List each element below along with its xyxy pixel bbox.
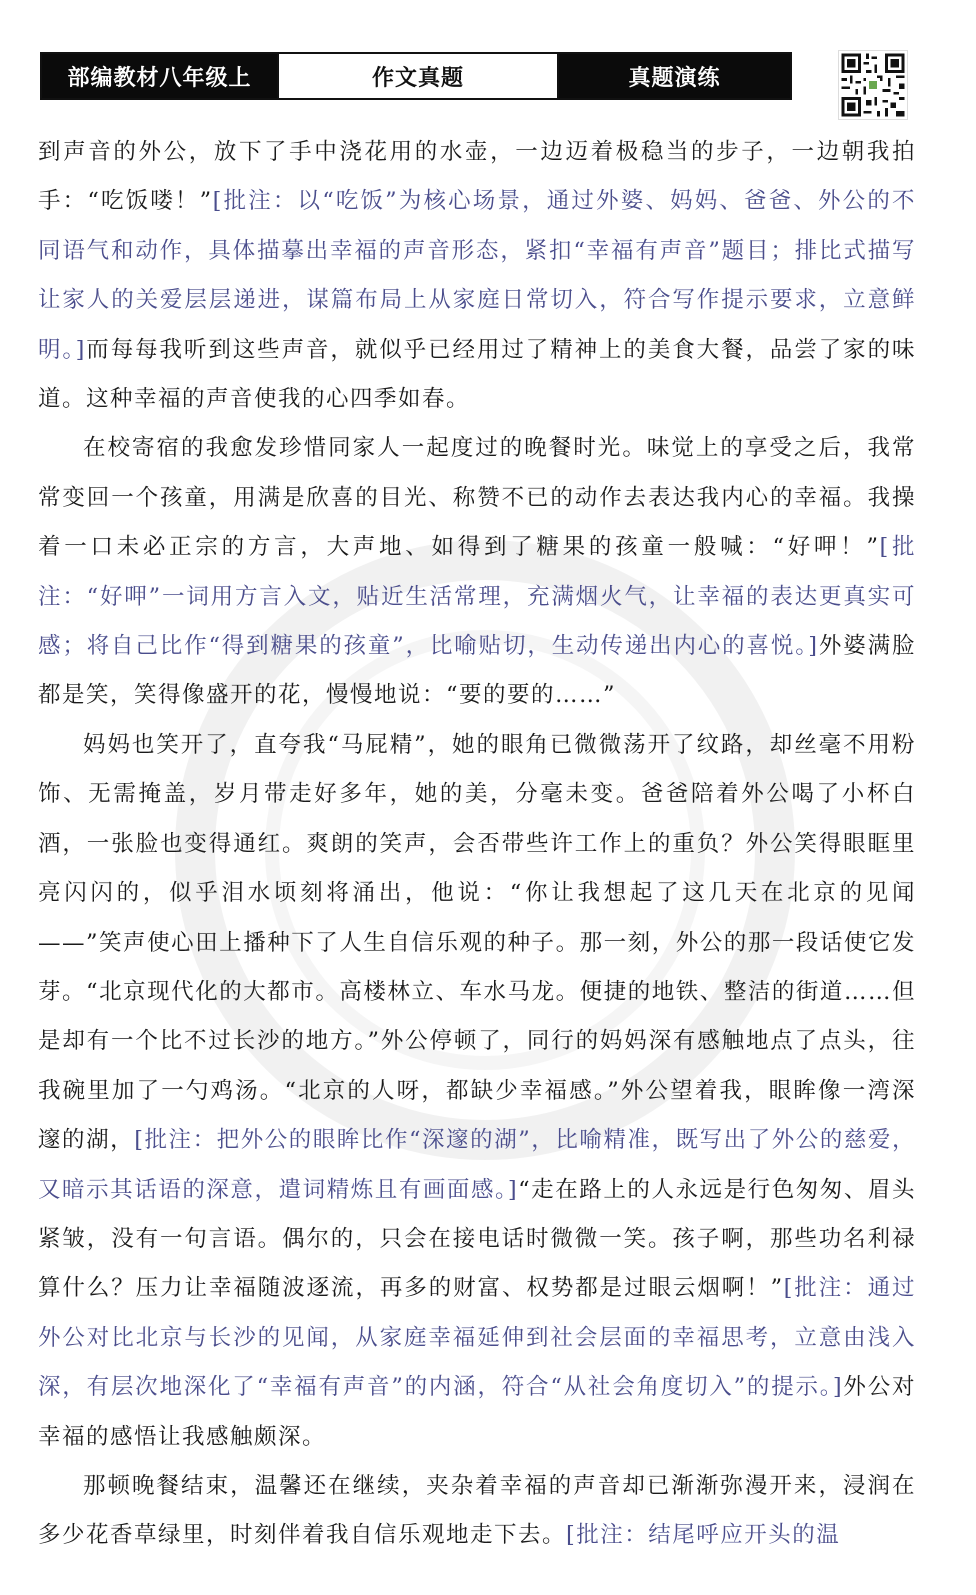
header-textbook-label: 部编教材八年级上 bbox=[42, 54, 277, 98]
annotation-note: [批注：“好呷”一词用方言入文，贴近生活常理，充满烟火气，让幸福的表达更真实可感；将自己比作“得到糖果的孩童”，比喻贴切，生动传递出内心的喜悦。] bbox=[38, 534, 916, 660]
essay-text: 到声音的外公，放下了手中浇花用的水壶，一边迈着极稳当的步子，一边朝我拍手：“吃饭喽！” bbox=[38, 139, 916, 215]
annotation-note: [批注：以“吃饭”为核心场景，通过外婆、妈妈、爸爸、外公的不同语气和动作，具体描摹出幸福的声音形态，紧扣“幸福有声音”题目；排比式描写让家人的关爱层层递进，谋篇布局上从家庭日常切入，符合写作提示要求，立意鲜明。] bbox=[38, 188, 916, 363]
header-title: 作文真题 bbox=[277, 54, 559, 98]
header-bar bbox=[40, 52, 792, 100]
essay-text: 那顿晚餐结束，温馨还在继续，夹杂着幸福的声音却已渐渐弥漫开来，浸润在多少花香草绿里，时刻伴着我自信乐观地走下去。 bbox=[38, 1472, 916, 1549]
essay-body bbox=[38, 128, 916, 1561]
essay-text: 妈妈也笑开了，直夸我“马屁精”，她的眼角已微微荡开了纹路，却丝毫不用粉饰、无需掩盖，岁月带走好多年，她的美，分毫未变。爸爸陪着外公喝了小杯白酒，一张脸也变得通红。爽朗的笑声，会否带些许工作上的重负？外公笑得眼眶里亮闪闪的，似乎泪水顷刻将涌出，他说：“你让我想起了这几天在北京的见闻——”笑声使心田上播种下了人生自信乐观的种子。那一刻，外公的那一段话使它发芽。“北京现代化的大都市。高楼林立、车水马龙。便捷的地铁、整洁的街道……但是却有一个比不过长沙的地方。”外公停顿了，同行的妈妈深有感触地点了点头，往我碗里加了一勺鸡汤。“北京的人呀，都缺少幸福感。”外公望着我，眼眸像一湾深邃的湖， bbox=[38, 731, 916, 1154]
essay-paragraph bbox=[38, 1462, 916, 1561]
essay-text: 而每每我听到这些声音，就似乎已经用过了精神上的美食大餐，品尝了家的味道。这种幸福的声音使我的心四季如春。 bbox=[38, 336, 916, 413]
essay-text: 在校寄宿的我愈发珍惜同家人一起度过的晚餐时光。味觉上的享受之后，我常常变回一个孩童，用满是欣喜的目光、称赞不已的动作去表达我内心的幸福。我操着一口未必正宗的方言，大声地、如得到了糖果的孩童一般喊：“好呷！” bbox=[38, 435, 916, 561]
essay-paragraph bbox=[38, 128, 916, 424]
essay-text: “走在路上的人永远是行色匆匆、眉头紧皱，没有一句言语。偶尔的，只会在接电话时微微一笑。孩子啊，那些功名利禄算什么？压力让幸福随波逐流，再多的财富、权势都是过眼云烟啊！” bbox=[38, 1176, 916, 1302]
qr-code-icon bbox=[838, 50, 908, 120]
essay-text: 外公对幸福的感悟让我感触颇深。 bbox=[38, 1374, 916, 1450]
header-section-label: 真题演练 bbox=[559, 54, 790, 98]
essay-paragraph bbox=[38, 721, 916, 1462]
essay-text: 外婆满脸都是笑，笑得像盛开的花，慢慢地说：“要的要的……” bbox=[38, 633, 916, 709]
annotation-note: [批注：通过外公对比北京与长沙的见闻，从家庭幸福延伸到社会层面的幸福思考，立意由浅入深，有层次地深化了“幸福有声音”的内涵，符合“从社会角度切入”的提示。] bbox=[38, 1275, 916, 1401]
annotation-note: [批注：结尾呼应开头的温 bbox=[566, 1522, 841, 1549]
annotation-note: [批注：把外公的眼眸比作“深邃的湖”，比喻精准，既写出了外公的慈爱，又暗示其话语的深意，遣词精炼且有画面感。] bbox=[38, 1127, 916, 1203]
essay-paragraph bbox=[38, 424, 916, 720]
